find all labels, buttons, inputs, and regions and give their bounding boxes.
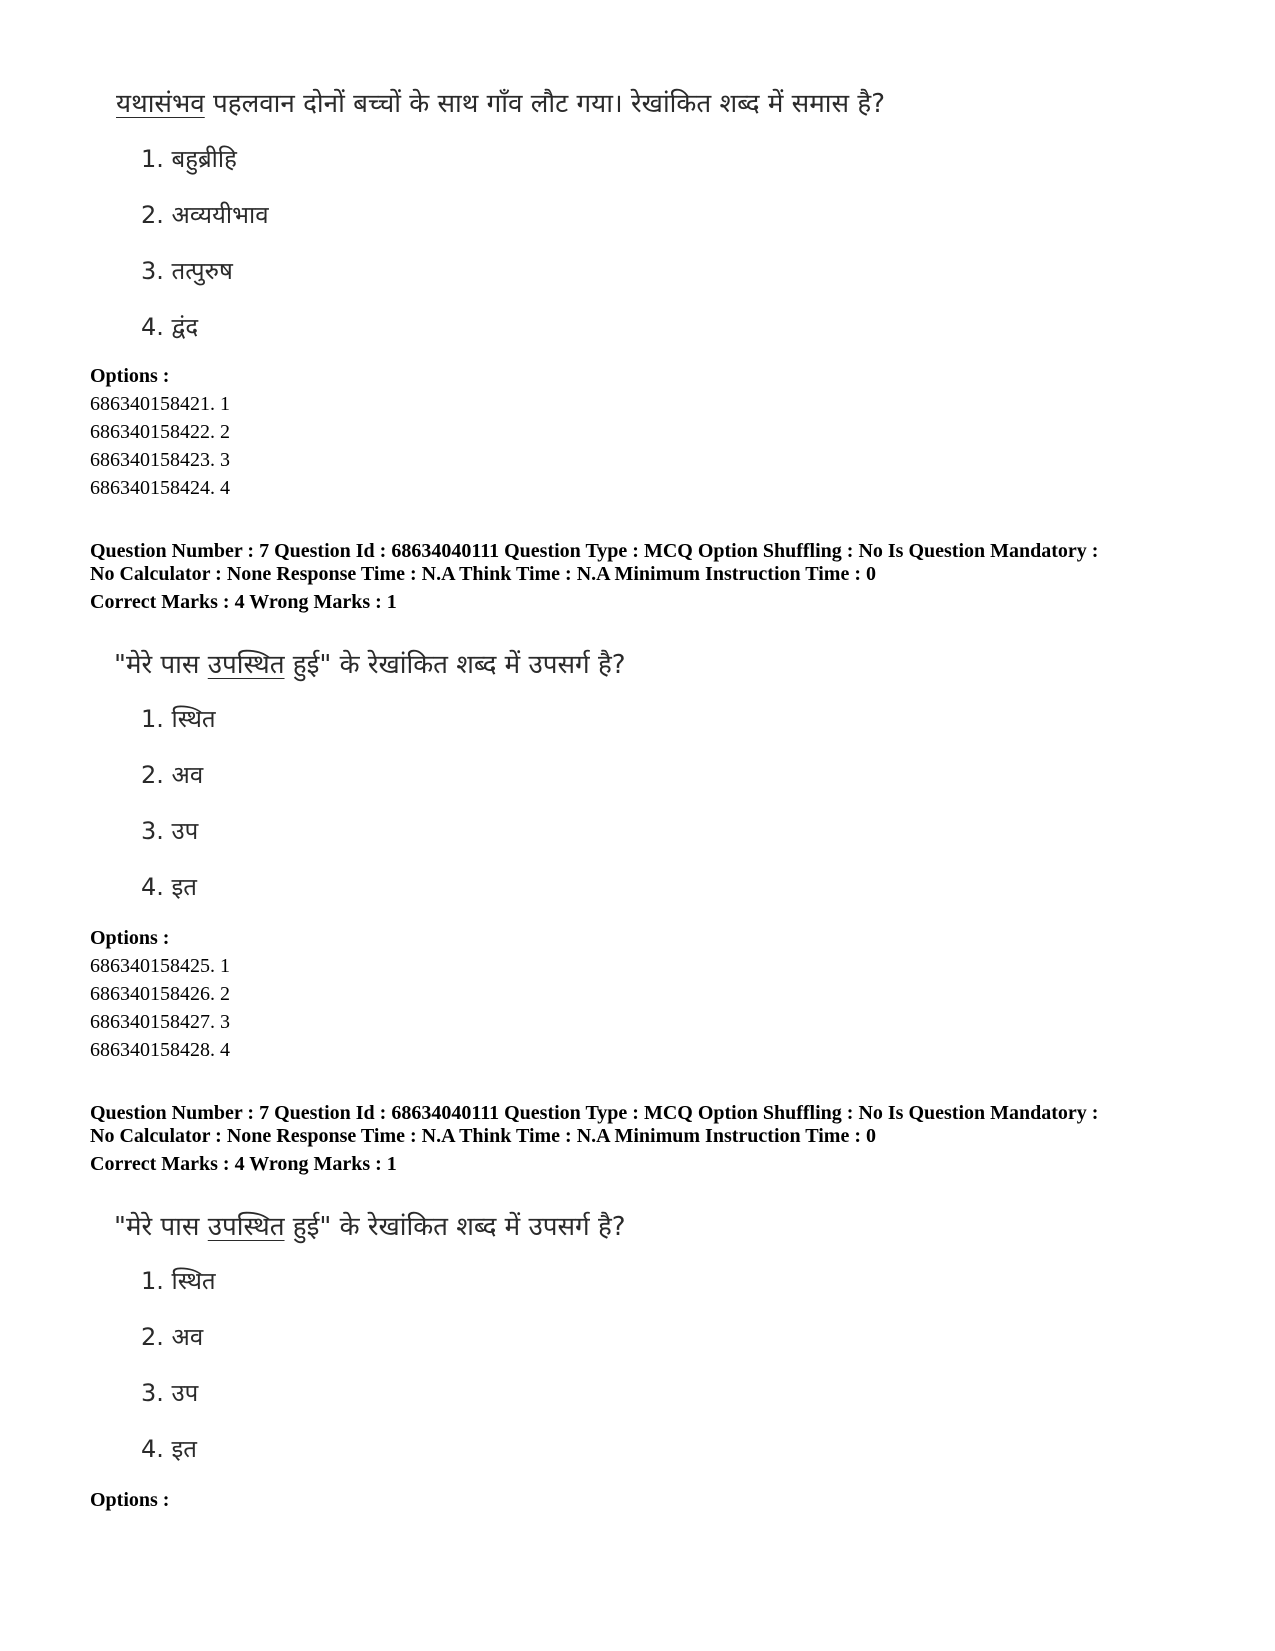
option-id-row: 686340158426. 2 [90, 983, 230, 1005]
question-meta-line: No Calculator : None Response Time : N.A Think Time : N.A Minimum Instruction Time : 0 [90, 563, 876, 585]
question-post: हुई" के रेखांकित शब्द में उपसर्ग है? [284, 1212, 626, 1242]
underlined-word: उपस्थित [207, 1212, 285, 1242]
choice-4: 4. द्वंद [141, 313, 199, 341]
choice-2: 2. अव [141, 761, 204, 789]
underlined-word: उपस्थित [207, 650, 285, 680]
choice-2: 2. अव्ययीभाव [141, 201, 269, 229]
question-pre: "मेरे पास [114, 1212, 208, 1242]
option-id-row: 686340158428. 4 [90, 1039, 230, 1061]
marks-line: Correct Marks : 4 Wrong Marks : 1 [90, 591, 397, 613]
option-id-row: 686340158425. 1 [90, 955, 230, 977]
choice-2: 2. अव [141, 1323, 204, 1351]
question-meta-line: No Calculator : None Response Time : N.A Think Time : N.A Minimum Instruction Time : 0 [90, 1125, 876, 1147]
question-pre: "मेरे पास [114, 650, 208, 680]
option-id-row: 686340158424. 4 [90, 477, 230, 499]
choice-3: 3. तत्पुरुष [141, 257, 233, 285]
underlined-word: यथासंभव [116, 89, 205, 119]
choice-3: 3. उप [141, 817, 199, 845]
question-meta-line: Question Number : 7 Question Id : 68634040111 Question Type : MCQ Option Shuffling : No Is Question Mandatory : [90, 540, 1099, 562]
options-label: Options : [90, 1489, 170, 1511]
option-id-row: 686340158421. 1 [90, 393, 230, 415]
question-meta-line: Question Number : 7 Question Id : 68634040111 Question Type : MCQ Option Shuffling : No Is Question Mandatory : [90, 1102, 1099, 1124]
option-id-row: 686340158427. 3 [90, 1011, 230, 1033]
question-text [114, 1207, 626, 1243]
question-post: हुई" के रेखांकित शब्द में उपसर्ग है? [284, 650, 626, 680]
question-text [116, 84, 885, 120]
choice-4: 4. इत [141, 873, 197, 901]
choice-1: 1. स्थित [141, 705, 216, 733]
choice-1: 1. स्थित [141, 1267, 216, 1295]
options-label: Options : [90, 365, 170, 387]
choice-1: 1. बहुब्रीहि [141, 145, 237, 173]
question-text [114, 645, 626, 681]
question-rest: पहलवान दोनों बच्चों के साथ गाँव लौट गया। रेखांकित शब्द में समास है? [204, 89, 885, 119]
choice-4: 4. इत [141, 1435, 197, 1463]
option-id-row: 686340158422. 2 [90, 421, 230, 443]
choice-3: 3. उप [141, 1379, 199, 1407]
options-label: Options : [90, 927, 170, 949]
option-id-row: 686340158423. 3 [90, 449, 230, 471]
marks-line: Correct Marks : 4 Wrong Marks : 1 [90, 1153, 397, 1175]
